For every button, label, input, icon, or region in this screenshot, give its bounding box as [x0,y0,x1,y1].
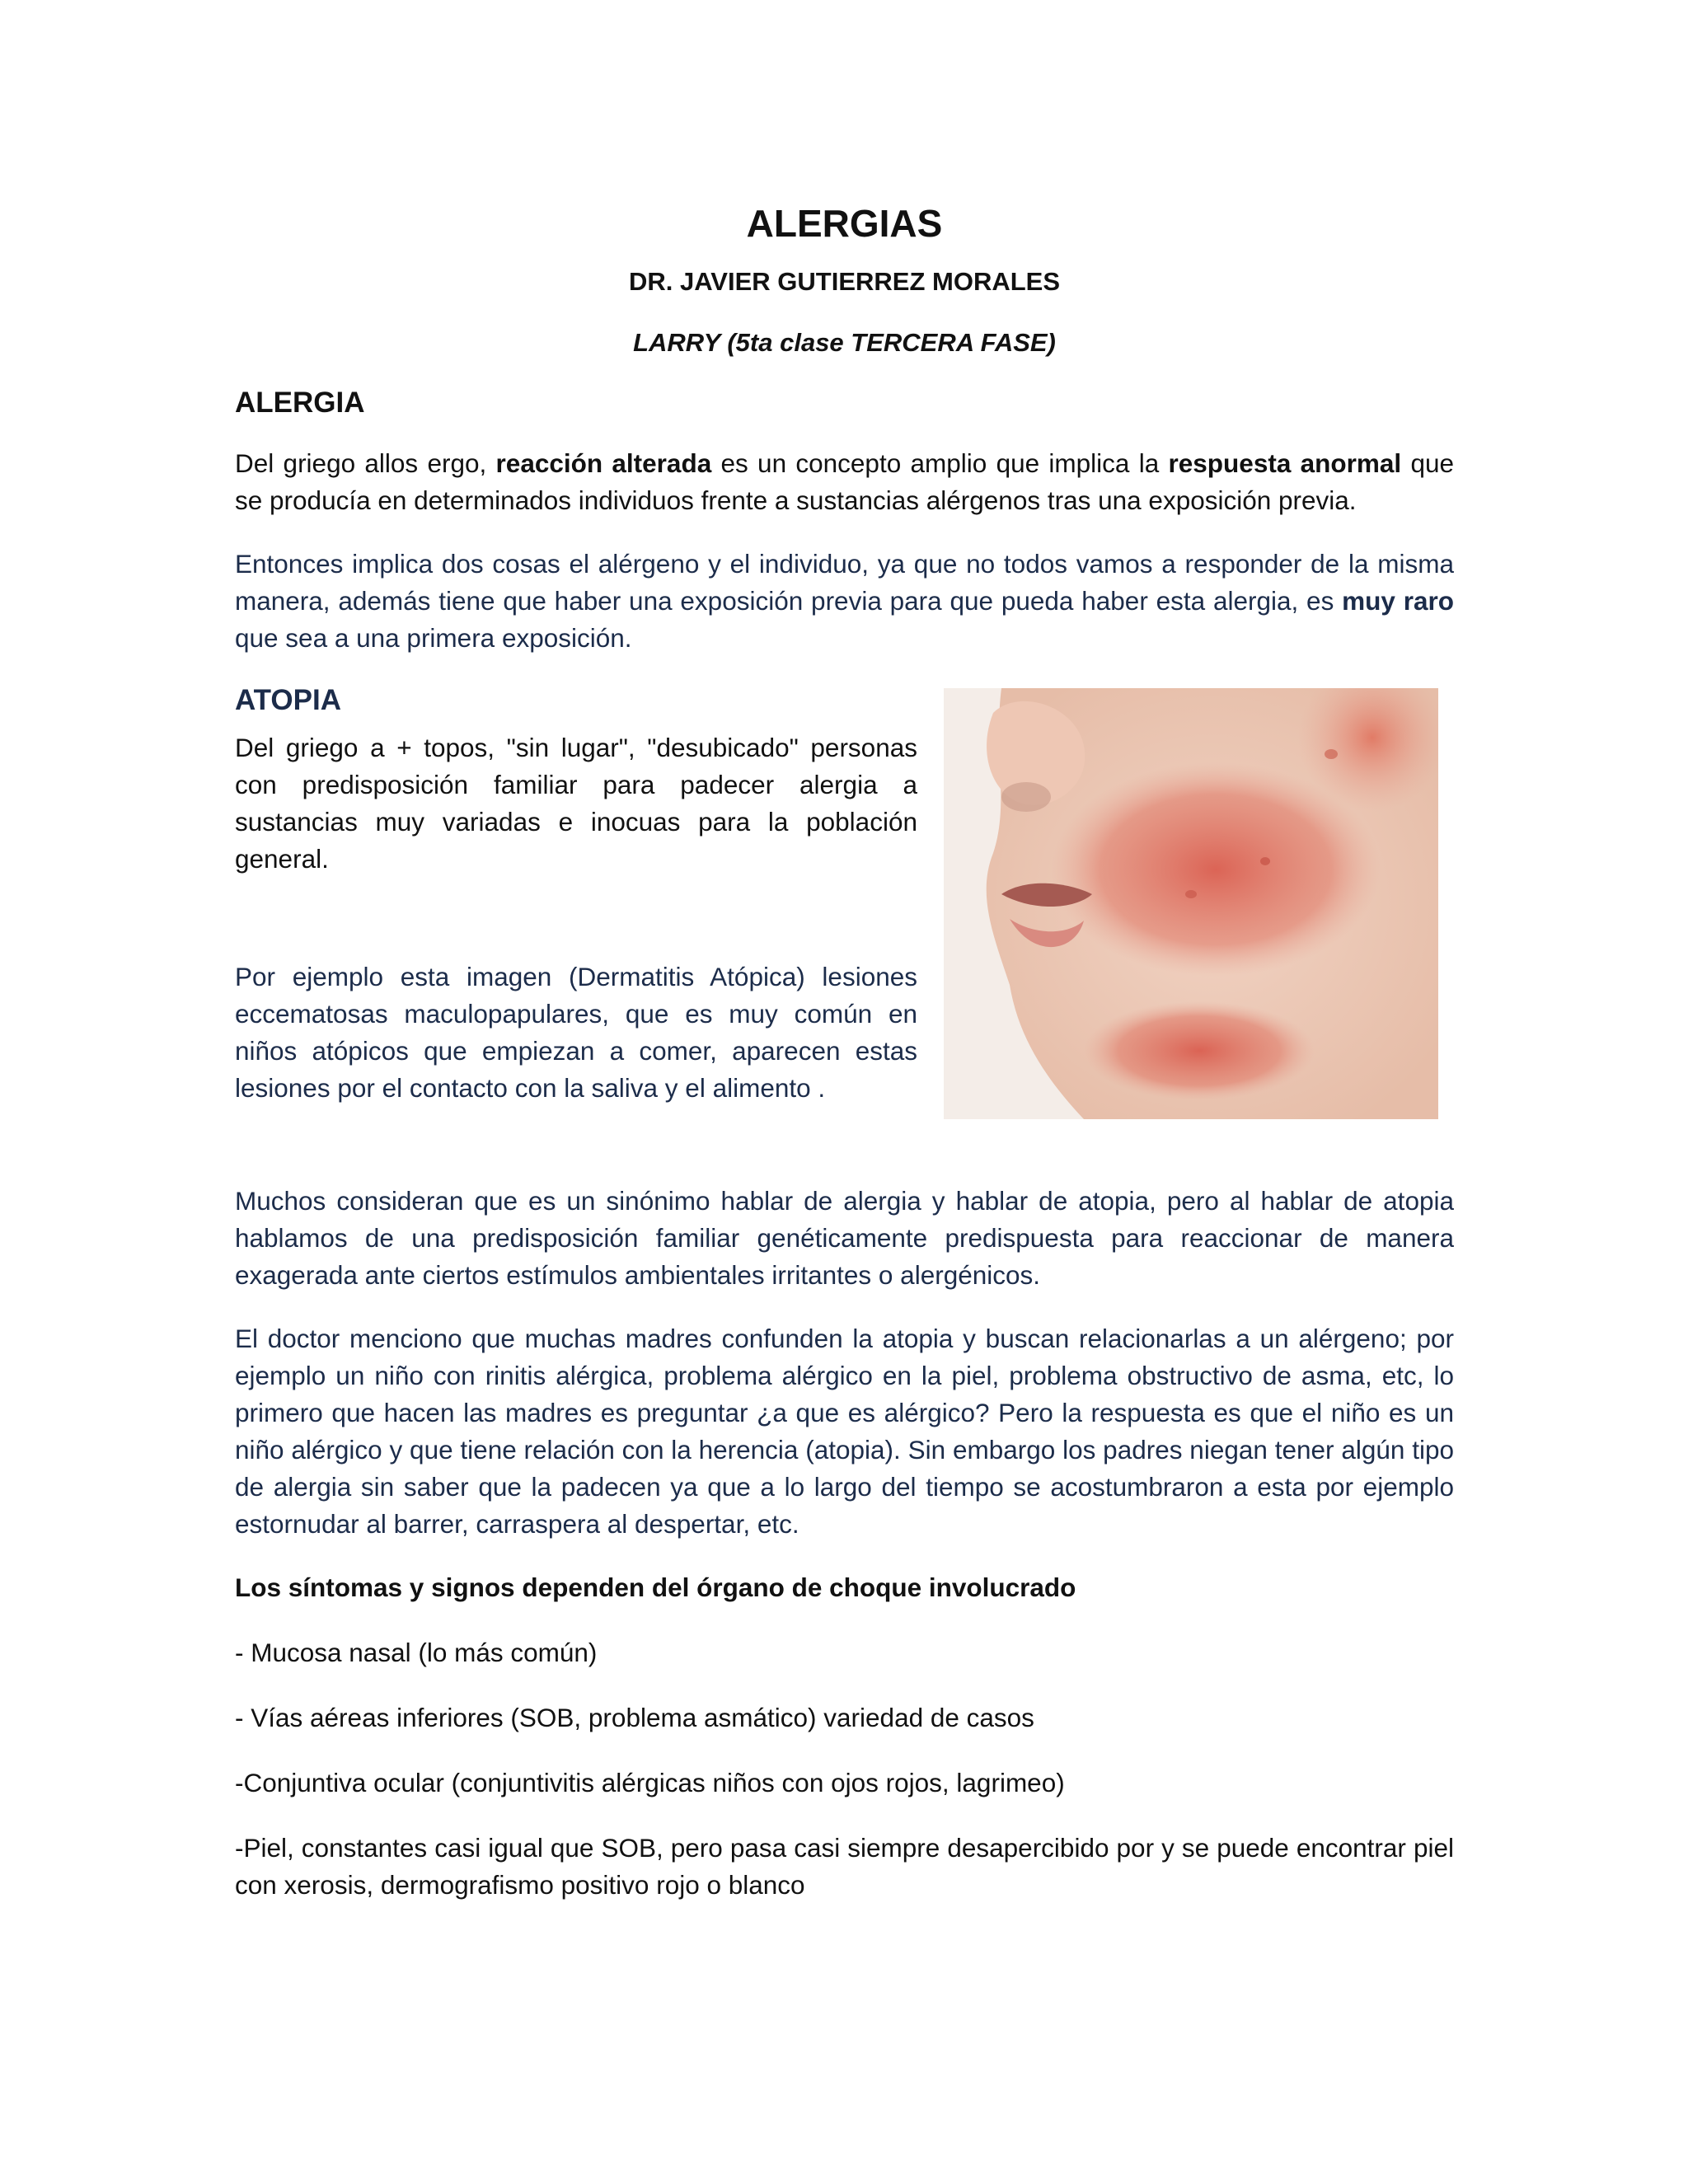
dermatitis-photo [944,688,1438,1119]
atopia-example-paragraph: Por ejemplo esta imagen (Dermatitis Atópica) lesiones eccematosas maculopapulares, que es muy común en niños atópicos que empiezan a comer, aparecen estas lesiones por el contacto con la saliva y el alimento . [235,962,917,1103]
alergia-explanation-paragraph [235,546,1454,657]
text-run: Entonces implica dos cosas el alérgeno y el individuo, ya que no todos vamos a responder de la misma manera, además tiene que haber una exposición previa para que pueda haber esta alergia, es [235,549,1454,616]
atopia-text-column [235,729,917,1107]
class-info-line: LARRY (5ta clase TERCERA FASE) [633,328,1056,357]
bold-term-respuesta-anormal: respuesta anormal [1168,448,1402,478]
atopia-sinonimo-paragraph: Muchos consideran que es un sinónimo hablar de alergia y hablar de atopia, pero al hablar de atopia hablamos de una predisposición familiar genéticamente predispuesta para reaccionar de manera exagerada ante ciertos estímulos ambientales irritantes o alergénicos. [235,1186,1454,1290]
text-run: es un concepto amplio que implica la [711,448,1169,478]
alergia-definition-paragraph [235,445,1454,519]
text-run: que sea a una primera exposición. [235,623,632,653]
atopia-section [235,729,1454,1174]
section-heading-atopia: ATOPIA [235,684,341,716]
atopia-definition-paragraph: Del griego a + topos, "sin lugar", "desubicado" personas con predisposición familiar para padecer alergia a sustancias muy variadas e inocuas para la población general. [235,733,917,874]
sintomas-heading: Los síntomas y signos dependen del órgano de choque involucrado [235,1572,1076,1602]
sintoma-item: -Piel, constantes casi igual que SOB, pero pasa casi siempre desapercibido por y se puede encontrar piel con xerosis, dermografismo positivo rojo o blanco [235,1833,1454,1900]
sintoma-item: - Mucosa nasal (lo más común) [235,1638,598,1667]
section-heading-alergia: ALERGIA [235,387,365,419]
sintoma-item: - Vías aéreas inferiores (SOB, problema asmático) variedad de casos [235,1703,1034,1732]
document-content [235,194,1454,1904]
bold-term-reaccion-alterada: reacción alterada [495,448,712,478]
bold-term-muy-raro: muy raro [1342,586,1454,616]
text-run: Del griego allos ergo, [235,448,496,478]
sintoma-item: -Conjuntiva ocular (conjuntivitis alérgicas niños con ojos rojos, lagrimeo) [235,1768,1065,1797]
doctor-comment-paragraph: El doctor menciono que muchas madres confunden la atopia y buscan relacionarlas a un alérgeno; por ejemplo un niño con rinitis alérgica, problema alérgico en la piel, problema obstructivo de asma, etc, lo primero que hacen las madres es preguntar ¿a que es alérgico? Pero la respuesta es que el niño es un niño alérgico y que tiene relación con la herencia (atopia). Sin embargo los padres niegan tener algún tipo de alergia sin saber que la padecen ya que a lo largo del tiempo se acostumbraron a esta por ejemplo estornudar al barrer, carraspera al despertar, etc. [235,1324,1454,1539]
text-run: que se producía en determinados individuos frente a sustancias alérgenos tras una exposición previa. [235,448,1455,515]
document-title: ALERGIAS [746,202,943,245]
author-line: DR. JAVIER GUTIERREZ MORALES [628,267,1061,296]
child-face-illustration [944,688,1438,1119]
